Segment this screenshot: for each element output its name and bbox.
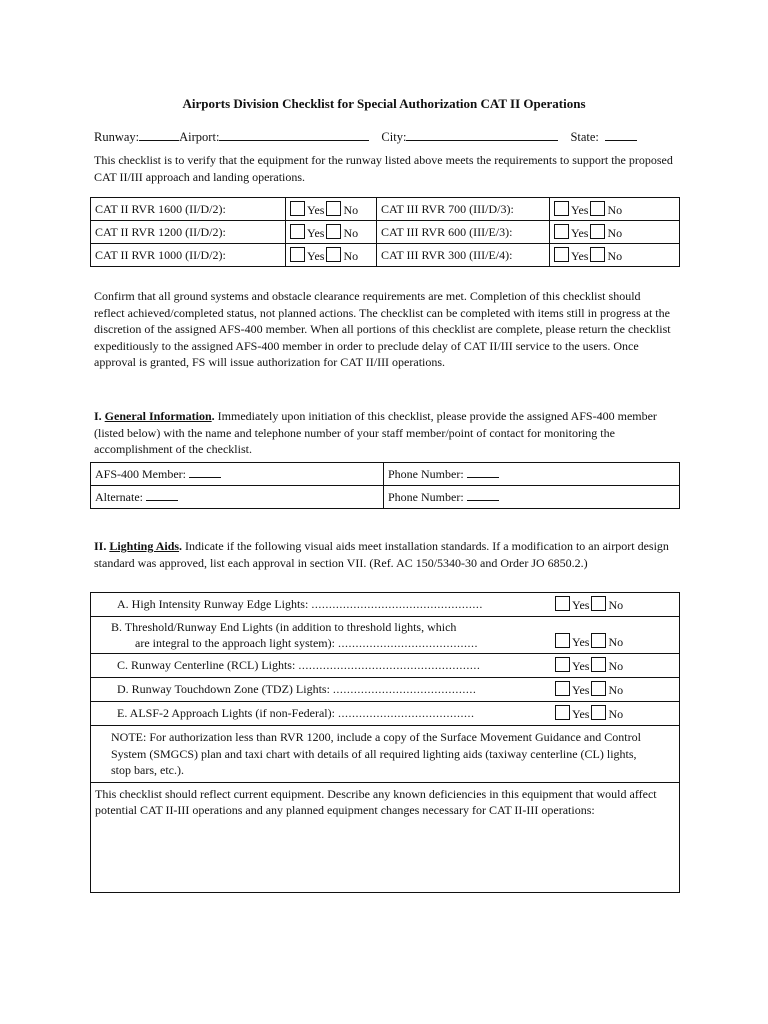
lighting-yes-no: Yes No — [551, 593, 680, 617]
phone-2-label: Phone Number: — [388, 490, 464, 504]
rvr-left-yes-no: Yes No — [286, 221, 377, 244]
page-title: Airports Division Checklist for Special Authorization CAT II Operations — [182, 96, 586, 111]
lighting-item-label: B. Threshold/Runway End Lights (in addition to threshold lights, which are integral to the approach light system): ........................................ — [91, 617, 552, 654]
no-checkbox[interactable] — [591, 657, 606, 672]
table-row — [91, 726, 680, 783]
lighting-item-label: C. Runway Centerline (RCL) Lights: .................................................... — [91, 654, 552, 678]
table-row — [91, 678, 680, 702]
contact-table — [90, 462, 680, 509]
table-row — [91, 221, 680, 244]
table-row — [91, 463, 680, 486]
rvr-right-yes-no: Yes No — [550, 244, 680, 267]
no-checkbox[interactable] — [326, 224, 341, 239]
section-1-intro: I. General Information. Immediately upon initiation of this checklist, please provide the assigned AFS-400 member (listed below) with the name and telephone number of your staff member/point of contact for monitoring the accomplishment of the checklist. — [94, 409, 657, 456]
airport-field[interactable] — [219, 129, 369, 141]
deficiency-field[interactable] — [91, 782, 680, 892]
section-1-number: I. — [94, 409, 102, 423]
alternate-field[interactable] — [146, 489, 178, 501]
deficiency-prompt: This checklist should reflect current equipment. Describe any known deficiencies in this equipment that would affect potential CAT II-III operations and any planned equipment changes necessary for CAT II-III operations: — [95, 786, 657, 817]
lighting-note: NOTE: For authorization less than RVR 1200, include a copy of the Surface Movement Guidance and Control System (SMGCS) plan and taxi chart with details of all required lighting aids (taxiway centerline (CL) lights, stop bars, etc.). — [91, 726, 680, 783]
table-row — [91, 593, 680, 617]
city-field[interactable] — [406, 129, 558, 141]
no-checkbox[interactable] — [590, 224, 605, 239]
phone-1-field[interactable] — [467, 466, 499, 478]
rvr-right-label: CAT III RVR 600 (III/E/3): — [377, 221, 550, 244]
no-checkbox[interactable] — [590, 247, 605, 262]
rvr-right-label: CAT III RVR 300 (III/E/4): — [377, 244, 550, 267]
yes-checkbox[interactable] — [555, 596, 570, 611]
city-label: City: — [381, 130, 407, 144]
yes-checkbox[interactable] — [555, 705, 570, 720]
table-row — [91, 654, 680, 678]
yes-checkbox[interactable] — [554, 247, 569, 262]
section-2-number: II. — [94, 539, 107, 553]
confirm-paragraph: Confirm that all ground systems and obstacle clearance requirements are met. Completion of this checklist should reflect achieved/completed status, not planned actions. The checklist can be completed with items still in progress at the discretion of the assigned AFS-400 member. When all portions of this checklist are complete, please return the checklist expeditiously to the assigned AFS-400 member in order to preclude delay of CAT II/III service to the users. Once approval is granted, FS will issue authorization for CAT II/III operations. — [94, 289, 671, 369]
no-checkbox[interactable] — [326, 247, 341, 262]
rvr-right-label: CAT III RVR 700 (III/D/3): — [377, 198, 550, 221]
table-row — [91, 702, 680, 726]
phone-2-cell — [384, 486, 680, 509]
no-checkbox[interactable] — [591, 681, 606, 696]
section-2-name: Lighting Aids — [109, 539, 180, 553]
table-row — [91, 782, 680, 892]
table-row — [91, 198, 680, 221]
alternate-cell — [91, 486, 384, 509]
no-checkbox[interactable] — [591, 596, 606, 611]
yes-checkbox[interactable] — [554, 201, 569, 216]
rvr-left-yes-no: Yes No — [286, 198, 377, 221]
yes-checkbox[interactable] — [555, 633, 570, 648]
header-fields — [94, 129, 684, 145]
section-1-name: General Information — [104, 409, 212, 423]
runway-label: Runway: — [94, 130, 140, 144]
alternate-label: Alternate: — [95, 490, 143, 504]
rvr-left-label: CAT II RVR 1600 (II/D/2): — [91, 198, 286, 221]
yes-checkbox[interactable] — [554, 224, 569, 239]
section-2-text: Indicate if the following visual aids meet installation standards. If a modification to an airport design standard was approved, list each approval in section VII. (Ref. AC 150/5340-30 and Order JO 6850.2.) — [94, 539, 669, 570]
rvr-right-yes-no: Yes No — [550, 198, 680, 221]
rvr-right-yes-no: Yes No — [550, 221, 680, 244]
section-1-text: Immediately upon initiation of this checklist, please provide the assigned AFS-400 member (listed below) with the name and telephone number of your staff member/point of contact for monitoring the accomplishment of the checklist. — [94, 409, 657, 456]
airport-label: Airport: — [179, 130, 220, 144]
lighting-table — [90, 592, 680, 893]
yes-checkbox[interactable] — [555, 681, 570, 696]
rvr-table — [90, 197, 680, 267]
phone-1-cell — [384, 463, 680, 486]
afs-member-field[interactable] — [189, 466, 221, 478]
lighting-yes-no: Yes No — [551, 617, 680, 654]
no-checkbox[interactable] — [591, 705, 606, 720]
yes-checkbox[interactable] — [290, 201, 305, 216]
rvr-left-label: CAT II RVR 1200 (II/D/2): — [91, 221, 286, 244]
phone-2-field[interactable] — [467, 489, 499, 501]
lighting-item-label: E. ALSF-2 Approach Lights (if non-Federal): ....................................... — [91, 702, 552, 726]
lighting-item-label: D. Runway Touchdown Zone (TDZ) Lights: ......................................... — [91, 678, 552, 702]
section-2-intro: II. Lighting Aids. Indicate if the following visual aids meet installation standards. If a modification to an airport design standard was approved, list each approval in section VII. (Ref. AC 150/5340-30 and Order JO 6850.2.) — [94, 539, 669, 570]
yes-checkbox[interactable] — [290, 224, 305, 239]
lighting-yes-no: Yes No — [551, 702, 680, 726]
table-row — [91, 244, 680, 267]
yes-checkbox[interactable] — [290, 247, 305, 262]
no-checkbox[interactable] — [591, 633, 606, 648]
afs-member-label: AFS-400 Member: — [95, 467, 186, 481]
intro-paragraph: This checklist is to verify that the equipment for the runway listed above meets the requirements to support the proposed CAT II/III approach and landing operations. — [94, 153, 673, 184]
runway-field[interactable] — [139, 129, 179, 141]
lighting-yes-no: Yes No — [551, 678, 680, 702]
lighting-yes-no: Yes No — [551, 654, 680, 678]
yes-checkbox[interactable] — [555, 657, 570, 672]
table-row — [91, 617, 680, 654]
rvr-left-label: CAT II RVR 1000 (II/D/2): — [91, 244, 286, 267]
rvr-left-yes-no: Yes No — [286, 244, 377, 267]
phone-1-label: Phone Number: — [388, 467, 464, 481]
table-row — [91, 486, 680, 509]
no-checkbox[interactable] — [590, 201, 605, 216]
state-field[interactable] — [605, 129, 637, 141]
afs-member-cell — [91, 463, 384, 486]
no-checkbox[interactable] — [326, 201, 341, 216]
lighting-item-label: A. High Intensity Runway Edge Lights: ................................................. — [91, 593, 552, 617]
state-label: State: — [570, 130, 599, 144]
